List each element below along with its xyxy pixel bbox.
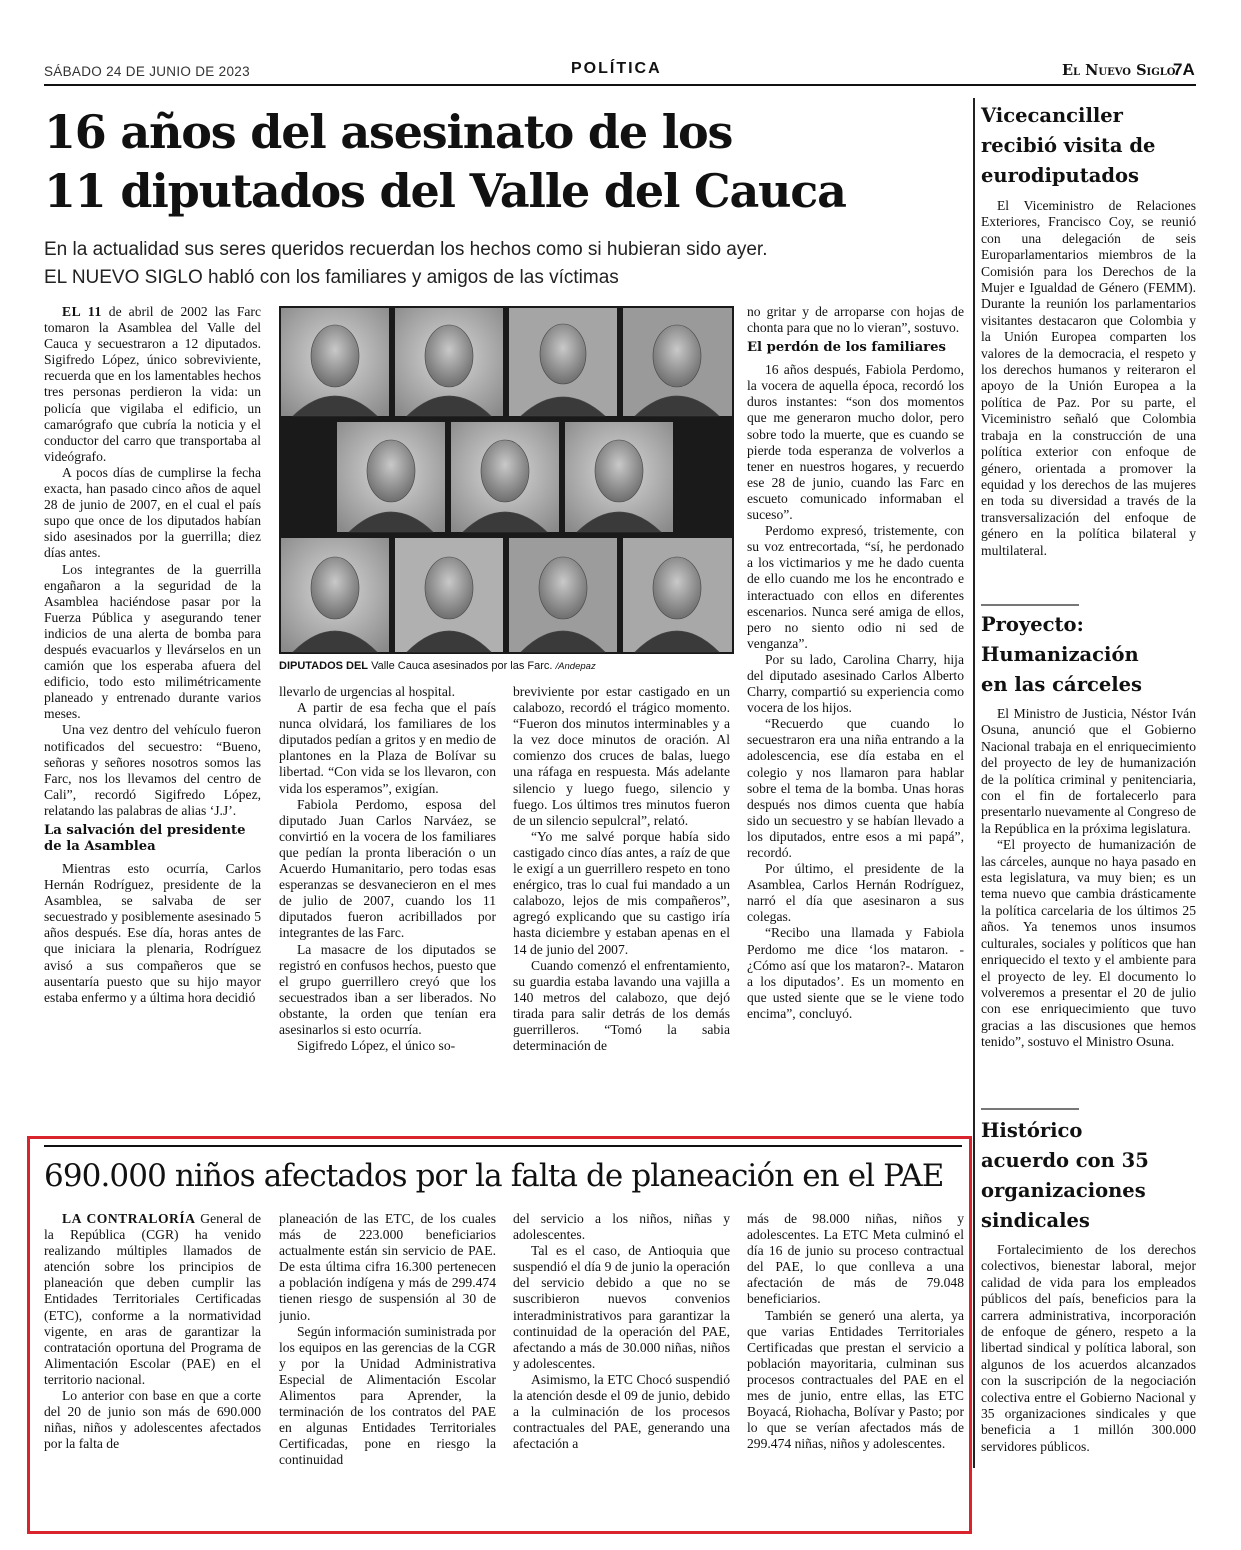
headline-line: en las cárceles xyxy=(981,673,1143,696)
paragraph: “Recuerdo que cuando lo secuestraron era una niña entrando a la adolescencia, ese día estaba en el colegio y nos llamaron para hablar sobre el tema de la bomba. Unas horas después nos dimos cuenta que había sido un secuestro y se habían llevado a los diputados, entre esos a mi papá”, recordó. xyxy=(747,716,964,860)
sidebar-rule-2 xyxy=(981,1108,1079,1110)
header-brand: El Nuevo Siglo xyxy=(1062,62,1176,79)
paragraph: Mientras esto ocurría, Carlos Hernán Rodríguez, presidente de la Asamblea, se salvaba de ser secuestrado y posiblemente asesinado 5 años después. Ese día, horas antes de que iniciara la plenaria, Rodríguez avisó a sus compañeros que se ausentaría puesto que su hijo mayor estaba enfermo y a última hora decidió xyxy=(44,861,261,1005)
headline-line-1: 16 años del asesinato de los xyxy=(44,105,733,159)
pae-top-rule xyxy=(44,1145,962,1147)
paragraph: llevarlo de urgencias al hospital. xyxy=(279,684,456,699)
sidebar-headline-1 xyxy=(981,101,1201,191)
lead-word: EL 11 xyxy=(62,304,102,319)
paragraph: no gritar y de arroparse con hojas de chonta para que no lo vieran”, sostuvo. xyxy=(747,304,964,336)
diputados-photo-grid xyxy=(279,306,734,654)
pae-column-1 xyxy=(44,1211,261,1486)
paragraph: breviviente por estar castigado en un calabozo, recordó el trágico momento. “Fueron dos minutos interminables y a la vez doce minutos de oración. Al comienzo dos cruces de balas, luego una ráfaga en respuesta. Más adelante silencio y luego fuego, silencio y fuego. Los últimos tres minutos fueron de un silencio sepulcral”, relató. xyxy=(513,684,730,828)
header-rule xyxy=(44,84,1196,86)
paragraph: de abril de 2002 las Farc tomaron la Asamblea del Valle del Cauca y secuestraron a 12 diputados. Sigifredo López, único sobreviviente, recuerda que en los lamentables hechos tres personas perdieron la vida: un policía que vigilaba el edificio, un camarógrafo que cubría la noticia y el conductor del carro que transportaba al videógrafo. xyxy=(44,304,261,464)
paragraph: más de 98.000 niñas, niños y adolescentes. La ETC Meta culminó el día 16 de junio su proceso contractual del PAE, lo que conlleva a una afectación de más de 79.048 beneficiarios. xyxy=(747,1211,964,1307)
paragraph: Los integrantes de la guerrilla engañaron a la seguridad de la Asamblea haciéndose pasar por la Fuerza Pública y asegurando tener indicios de una alerta de bomba para después evacuarlos y llevárselos en un camión que los esperaba afuera del edificio, todo esto milimétricamente planeado y entrenado durante varios meses. xyxy=(44,561,261,722)
header-section: POLÍTICA xyxy=(571,60,662,77)
subhead-salvacion: La salvación del presidente de la Asamblea xyxy=(44,823,246,854)
main-column-3 xyxy=(513,684,730,1130)
caption-bold: DIPUTADOS DEL xyxy=(279,660,369,672)
headline-line: recibió visita de xyxy=(981,134,1156,157)
sidebar-headline-2 xyxy=(981,610,1201,700)
portrait-grid-svg xyxy=(279,306,734,654)
paragraph: La masacre de los diputados se registró en confusos hechos, puesto que el grupo guerrillero creyó que los secuestrados iban a ser liberados. No obstante, la orden que tenían era asesinarlos si esto ocurría. xyxy=(279,941,496,1037)
paragraph: “El proyecto de humanización de las cárceles, aunque no haya pasado en esta legislatura, va muy bien; es un tema nuevo que cambia drásticamente la política carcelaria de los últimos 25 años. Ya tenemos unos insumos culturales, sociales y políticos que han enriquecido el texto y el ambiente para el proyecto de ley. El documento lo volveremos a presentar el 20 de julio con ese enriquecimiento que tuvo gracias a las discusiones que hemos tenido”, sostuvo el Ministro Osuna. xyxy=(981,837,1196,1050)
headline-line-2: 11 diputados del Valle del Cauca xyxy=(44,164,846,218)
pae-column-3 xyxy=(513,1211,730,1486)
deck-line-2: EL NUEVO SIGLO habló con los familiares y amigos de las víctimas xyxy=(44,267,619,288)
sidebar-divider xyxy=(973,98,975,1468)
paragraph: A partir de esa fecha que el país nunca olvidará, los familiares de los diputados pedían a gritos y en medio de plantones en la Plaza de Bolívar su libertad. “Con vida se los llevaron, con vida los esperamos”, exigían. xyxy=(279,700,496,796)
paragraph: Fabiola Perdomo, esposa del diputado Juan Carlos Narváez, se convirtió en la vocera de los familiares que pedían la pronta liberación o un Acuerdo Humanitario, pero todas esas esperanzas se desvanecieron en el mes de julio de 2007, cuando los 11 diputados fueron acribillados por integrantes de las Farc. xyxy=(279,796,496,941)
paragraph: El Ministro de Justicia, Néstor Iván Osuna, anunció que el Gobierno Nacional trabaja en el enriquecimiento del proyecto de ley de humanización de la política criminal y penitenciaria, con el fin de fortalecerlo para presentarlo nuevamente al Congreso de la República en la próxima legislatura. xyxy=(981,706,1196,836)
paragraph: Fortalecimiento de los derechos colectivos, bienestar laboral, mejor calidad de vida para los empleados públicos del país, beneficios para la carrera administrativa, incorporación de enfoque de género, respeto a la libertad sindical y política laboral, son algunos de los acuerdos alcanzados con la suscripción de la negociación colectiva entre el Gobierno Nacional y 35 organizaciones sindicales y que beneficia a 1 millón 300.000 servidores públicos. xyxy=(981,1242,1196,1454)
sidebar-body-2 xyxy=(981,706,1196,1051)
sidebar-headline-3 xyxy=(981,1116,1201,1236)
paragraph: Tal es el caso, de Antioquia que suspendió el día 9 de junio la operación del servicio debido a que no se suscribieron nuevos convenios interadministrativos para garantizar la continuidad de la operación del PAE, afectando a más de 30.000 niñas, niños y adolescentes. xyxy=(513,1243,730,1371)
pae-column-2 xyxy=(279,1211,496,1486)
main-column-4 xyxy=(747,304,964,1130)
headline-line: Histórico xyxy=(981,1119,1083,1142)
sidebar-rule-1 xyxy=(981,604,1079,606)
paragraph: Por su lado, Carolina Charry, hija del diputado asesinado Carlos Alberto Charry, compartió su experiencia como vocera de los hijos. xyxy=(747,651,964,716)
sidebar-body-1 xyxy=(981,198,1196,559)
paragraph: Asimismo, la ETC Chocó suspendió la atención desde el 09 de junio, debido a la culminación de los procesos contractuales del PAE, generando una afectación a xyxy=(513,1371,730,1452)
main-headline xyxy=(44,103,954,221)
paragraph: 16 años después, Fabiola Perdomo, la vocera de aquella época, recordó los duros instantes: “son dos momentos que me generaron mucho dolor, pero sobre todo la muerte, que es cuando se pierde toda esperanza de volverlos a tener en nuestros hogares, y recuerdo ese 28 de junio, cuando las Farc en escueto comunicado informaban el suceso”. xyxy=(747,362,964,523)
paragraph: Lo anterior con base en que a corte del 20 de junio son más de 690.000 niñas, niños y adolescentes afectados por la falta de xyxy=(44,1388,261,1452)
headline-line: Vicecanciller xyxy=(981,104,1123,127)
paragraph: Una vez dentro del vehículo fueron notificados del secuestro: “Bueno, señoras y señores nosotros somos las Farc, nos los llevamos del centro de Cali”, recordó Sigifredo López, relatando las palabras de alias ‘J.J’. xyxy=(44,722,261,818)
paragraph: “Recibo una llamada y Fabiola Perdomo me dice ‘los mataron. - ¿Cómo así que los mataron?-. Mataron a los diputados’. Es un momento en que usted siente que se le viene todo encima”, concluyó. xyxy=(747,925,964,1021)
paragraph: “Yo me salvé porque había sido castigado cinco días antes, a raíz de que le exigí a un guerrillero respeto en tono enérgico, tras lo cual fui mandado a un calabozo, lejos de mis compañeros”, agregó explicando que su castigo iría hasta diciembre y estaban apenas en el 14 de junio del 2007. xyxy=(513,828,730,957)
paragraph: El Viceministro de Relaciones Exteriores, Francisco Coy, se reunió con una delegación de seis Europarlamentarios miembros de la Comisión para los Derechos de la Mujer e Igualdad de Género (FEMM). Durante la reunión los parlamentarios visitantes destacaron que Colombia y la Unión Europea comparten los valores de la democracia, el respeto y los derechos humanos y reiteraron el apoyo de la Unión Europea a la política de Paz. Por su parte, el Viceministro señaló que Colombia trabaja en la construcción de una política exterior con enfoque de género, orientada a promover la equidad y los derechos de las mujeres en toda su diversidad a través de la transversalización del enfoque de género en la política bilateral y multilateral. xyxy=(981,198,1196,558)
header-date: SÁBADO 24 DE JUNIO DE 2023 xyxy=(44,64,250,79)
pae-lead: LA CONTRALORÍA xyxy=(62,1211,196,1226)
deck-line-1: En la actualidad sus seres queridos recuerdan los hechos como si hubieran sido ayer. xyxy=(44,239,768,260)
subhead-perdon: El perdón de los familiares xyxy=(747,340,946,356)
paragraph: planeación de las ETC, de los cuales más de 223.000 beneficiarios actualmente están sin servicio de PAE. De esta última cifra 16.300 pertenecen a población indígena y más de 299.474 tienen riesgo de suspensión al 30 de junio. xyxy=(279,1211,496,1323)
main-deck xyxy=(44,236,964,292)
paragraph: A pocos días de cumplirse la fecha exacta, han pasado cinco años de aquel 28 de junio de 2007, en el cual el país supo que once de los diputados habían sido asesinados por la guerrilla; diez días antes. xyxy=(44,464,261,561)
headline-line: organizaciones xyxy=(981,1179,1146,1202)
caption-text: Valle Cauca asesinados por las Farc. xyxy=(368,660,553,672)
headline-line: Proyecto: xyxy=(981,613,1084,636)
photo-caption xyxy=(279,659,739,674)
page-number: 7A xyxy=(1173,60,1195,79)
paragraph: Cuando comenzó el enfrentamiento, su guardia estaba lavando una vajilla a 140 metros del calabozo, que dejó tirada para salir detrás de los demás guerrilleros. “Tomó la sabia determinación de xyxy=(513,957,730,1054)
paragraph: Sigifredo López, el único so- xyxy=(297,1038,456,1054)
main-column-1 xyxy=(44,304,261,1130)
main-column-2 xyxy=(279,684,496,1130)
headline-line: Humanización xyxy=(981,643,1139,666)
headline-line: acuerdo con 35 xyxy=(981,1149,1149,1172)
sidebar-body-3 xyxy=(981,1242,1196,1455)
pae-column-4 xyxy=(747,1211,964,1486)
photo-credit: /Andepaz xyxy=(555,661,596,672)
headline-line: eurodiputados xyxy=(981,164,1139,187)
paragraph: Por último, el presidente de la Asamblea, Carlos Hernán Rodríguez, narró el día que asesinaron a sus colegas. xyxy=(747,861,964,925)
paragraph: También se generó una alerta, ya que varias Entidades Territoriales Certificadas que prestan el servicio a población mayoritaria, culminan sus procesos contractuales del PAE en el mes de junio, entre ellas, las ETC Boyacá, Riohacha, Bolívar y Pasto; por lo que se verían afectados más de 299.474 niñas, niños y adolescentes. xyxy=(747,1307,964,1452)
paragraph: Según información suministrada por los equipos en las gerencias de la CGR y por la Unidad Administrativa Especial de Alimentación Escolar Alimentos para Aprender, la terminación de los contratos del PAE en algunas Entidades Territoriales Certificadas, pone en riesgo la continuidad xyxy=(279,1323,496,1468)
headline-line: sindicales xyxy=(981,1209,1090,1232)
pae-headline: 690.000 niños afectados por la falta de planeación en el PAE xyxy=(44,1158,944,1194)
paragraph: del servicio a los niños, niñas y adolescentes. xyxy=(513,1211,730,1243)
paragraph: Perdomo expresó, tristemente, con su voz entrecortada, “sí, he perdonado a los victimarios y me he dado cuenta de ello cuando me los he encontrado e interactuado con ellos en diferentes escenarios. Nunca seré amiga de ellos, pero no siento odio ni sed de venganza”. xyxy=(747,523,964,651)
paragraph: General de la República (CGR) ha venido realizando múltiples llamados de atención sobre los principios de planeación que deben cumplir las Entidades Territoriales Certificadas (ETC), conforme a la normatividad vigente, en aras de garantizar la contratación oportuna del Programa de Alimentación Escolar (PAE) en el territorio nacional. xyxy=(44,1211,261,1387)
